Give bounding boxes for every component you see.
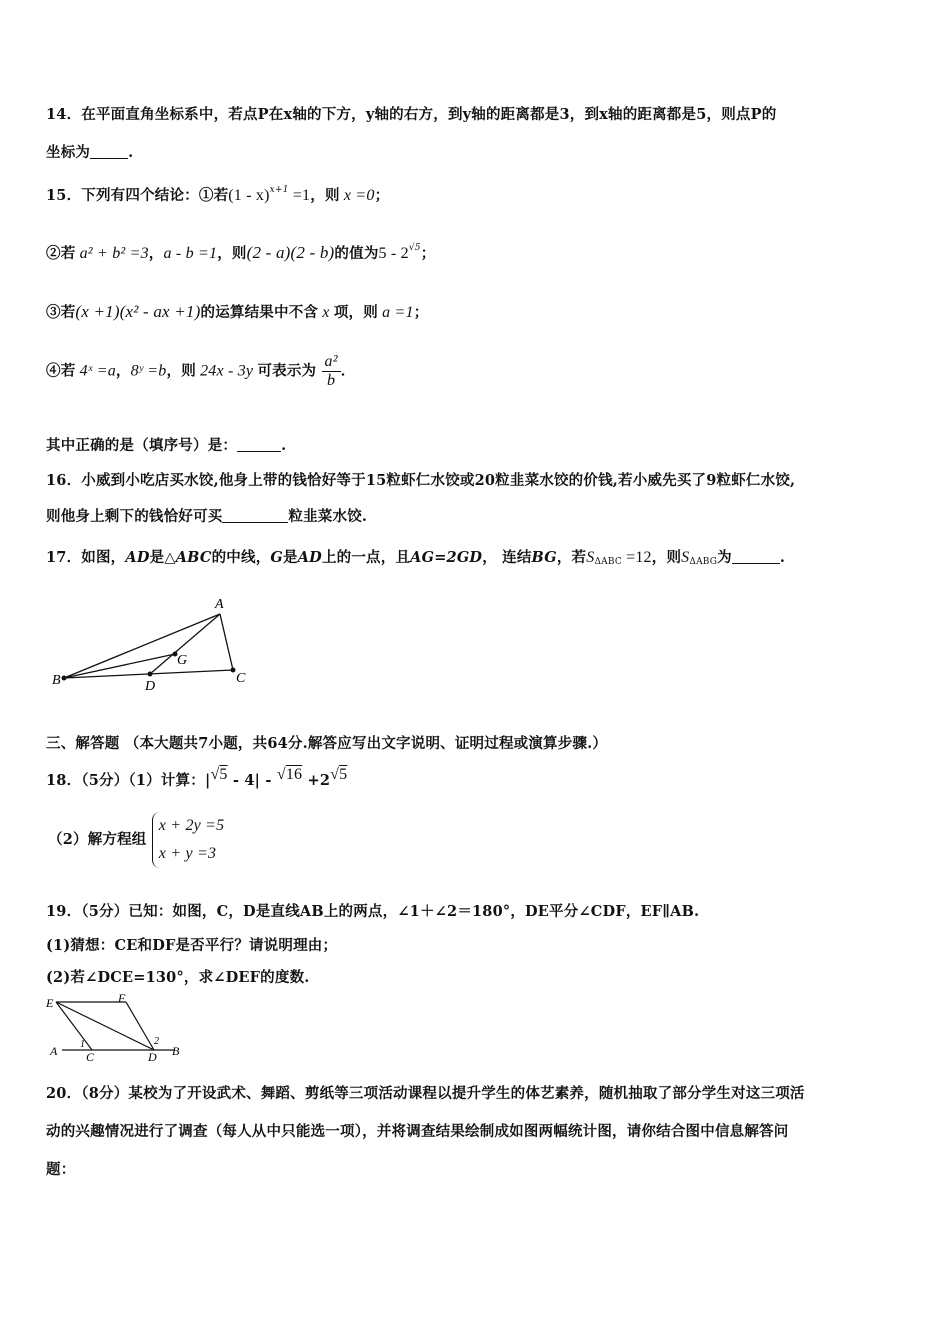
math-sub: ΔABG xyxy=(689,557,718,567)
math-expr: 24x - 3y xyxy=(195,362,258,380)
math-expr: a - b =1 xyxy=(163,245,218,262)
sqrt-2: √16 xyxy=(276,766,303,783)
label-E: E xyxy=(46,996,54,1010)
q15-text: 可表示为 xyxy=(257,362,317,380)
q17-text: 的中线， xyxy=(211,549,271,566)
q15-answer-label: 其中正确的是（填序号）是： xyxy=(46,437,238,454)
label-D: D xyxy=(145,679,156,694)
q18-text: +2 xyxy=(302,772,331,789)
math-expr: a² + b² =3 xyxy=(75,245,149,262)
math-expr: a =1 xyxy=(377,304,414,321)
q19-line1: 19．（5分）已知：如图，C，D是直线AB上的两点，∠1＋∠2＝180°，DE平分∠CDF，EF∥AB. xyxy=(46,903,700,920)
q18-text: 18．（5分）（1）计算：| xyxy=(46,772,211,789)
angle-2-label: 2 xyxy=(154,1036,159,1047)
q17-text: 17．如图， xyxy=(46,549,126,566)
q20-line2: 动的兴趣情况进行了调查（每人从中只能选一项），并将调查结果绘制成如图两幅统计图，请你结合图中信息解答问 xyxy=(46,1123,789,1140)
label-F: F xyxy=(118,992,126,1005)
q19-line3: (2)若∠DCE=130°，求∠DEF的度数. xyxy=(46,969,310,986)
q17-text: 是 xyxy=(283,549,298,566)
q15-answer xyxy=(46,434,286,455)
q20-line3: 题： xyxy=(46,1161,76,1178)
angle-1-label: 1 xyxy=(80,1039,85,1050)
math-expr: S xyxy=(681,549,690,566)
q15-conclusion-3 xyxy=(46,301,428,322)
q17-var: BG xyxy=(531,549,557,566)
answer-blank xyxy=(237,437,281,452)
q17-var: AD xyxy=(297,549,322,566)
label-B: B xyxy=(52,673,61,688)
q14-label: 坐标为 xyxy=(46,144,91,161)
label-C: C xyxy=(86,1050,95,1062)
q17-text: ， 连结 xyxy=(482,549,532,566)
q15-text: ； xyxy=(413,304,429,321)
q15-text: ，则 xyxy=(217,245,247,262)
q14-tail: . xyxy=(128,144,134,161)
sqrt-3: √5 xyxy=(330,766,348,783)
fraction-denominator: b xyxy=(327,372,336,389)
equation-2: x + y =3 xyxy=(158,845,217,862)
answer-blank xyxy=(222,508,288,523)
q15-text: ， xyxy=(148,245,164,262)
radicand: 16 xyxy=(285,766,303,783)
math-sup: x+1 xyxy=(269,185,289,195)
q15-text: ②若 xyxy=(46,245,76,262)
radicand: 5 xyxy=(339,766,348,783)
q14-line2 xyxy=(46,141,133,162)
q15-intro-text: 15．下列有四个结论：①若 xyxy=(46,187,229,204)
q15-text: ，则 xyxy=(166,362,196,380)
math-sub: ΔABC xyxy=(594,557,622,567)
q17-line xyxy=(46,546,785,567)
label-C: C xyxy=(236,671,246,686)
q15-text: . xyxy=(281,437,287,454)
math-expr: 8ʸ =b xyxy=(130,362,167,380)
math-expr: x =0 xyxy=(339,187,375,204)
section-3-title: 三、解答题 （本大题共7小题，共64分.解答应写出文字说明、证明过程或演算步骤.） xyxy=(46,735,608,752)
q15-conclusion-2 xyxy=(46,242,435,263)
q16-line2 xyxy=(46,505,367,526)
q17-var: AG=2GD xyxy=(410,549,483,566)
fraction xyxy=(322,353,341,390)
math-expr: 4ˣ =a xyxy=(75,362,116,380)
math-expr: (x +1)(x² - ax +1) xyxy=(75,302,201,321)
q18-part2 xyxy=(48,812,224,868)
sqrt-1: √5 xyxy=(210,766,228,783)
q17-text: 上的一点，且 xyxy=(321,549,411,566)
q15-text: ，则 xyxy=(310,187,340,204)
math-expr: (2 - a)(2 - b) xyxy=(246,243,335,262)
answer-blank xyxy=(90,144,128,159)
q20-line1: 20．（8分）某校为了开设武术、舞蹈、剪纸等三项活动课程以提升学生的体艺素养，随机抽取了部分学生对这三项活 xyxy=(46,1085,805,1102)
equation-1: x + 2y =5 xyxy=(158,817,225,834)
math-expr: =12 xyxy=(621,549,652,566)
q15-text: ④若 xyxy=(46,362,76,380)
q17-var: G xyxy=(270,549,284,566)
q15-text: 的值为 xyxy=(334,245,379,262)
q19-line2: (1)猜想：CE和DF是否平行？请说明理由； xyxy=(46,937,338,954)
parallel-lines-figure xyxy=(44,992,194,1062)
math-expr: (1 - x) xyxy=(228,187,270,204)
label-G: G xyxy=(177,653,188,668)
label-A: A xyxy=(215,597,224,612)
label-D: D xyxy=(148,1050,157,1062)
math-expr: S xyxy=(586,549,595,566)
q15-text: ； xyxy=(374,187,390,204)
q17-text: ，则 xyxy=(651,549,682,566)
equation-system xyxy=(152,812,225,868)
q18-text: - 4| - xyxy=(227,772,277,789)
q15-text: ， xyxy=(115,362,131,380)
math-sup: √5 xyxy=(408,243,421,253)
q16-line1: 16．小威到小吃店买水饺,他身上带的钱恰好等于15粒虾仁水饺或20粒韭菜水饺的价钱,若小威先买了9粒虾仁水饺, xyxy=(46,472,796,489)
label-B: B xyxy=(172,1044,180,1058)
q15-text: 的运算结果中不含 xyxy=(200,304,319,321)
math-expr: 5 - 2 xyxy=(378,245,409,262)
q15-text: ； xyxy=(420,245,436,262)
q17-text: 是△ xyxy=(149,549,176,566)
math-expr: =1 xyxy=(288,187,311,204)
q15-conclusion-4 xyxy=(46,353,355,390)
label-A: A xyxy=(50,1044,58,1058)
q17-var: ABC xyxy=(175,549,212,566)
q17-var: AD xyxy=(125,549,150,566)
triangle-figure xyxy=(40,592,270,702)
q17-text: ，若 xyxy=(556,549,587,566)
q15-intro xyxy=(46,184,389,205)
radicand: 5 xyxy=(219,766,228,783)
fraction-numerator: a² xyxy=(322,353,341,372)
q17-text: . xyxy=(779,549,786,566)
q16-text: 粒韭菜水饺. xyxy=(288,508,368,525)
q16-text: 则他身上剩下的钱恰好可买 xyxy=(46,508,223,525)
q18-part1 xyxy=(46,766,347,790)
math-expr: x xyxy=(318,304,334,321)
q18-text: （2）解方程组 xyxy=(48,831,147,848)
q14-line1: 14．在平面直角坐标系中，若点P在x轴的下方，y轴的右方，到y轴的距离都是3，到x轴的距离都是5，则点P的 xyxy=(46,106,777,123)
q15-text: ③若 xyxy=(46,304,76,321)
q17-text: 为 xyxy=(717,549,732,566)
q15-text: ． xyxy=(340,362,356,380)
q15-text: 项，则 xyxy=(333,304,378,321)
answer-blank xyxy=(732,549,780,564)
